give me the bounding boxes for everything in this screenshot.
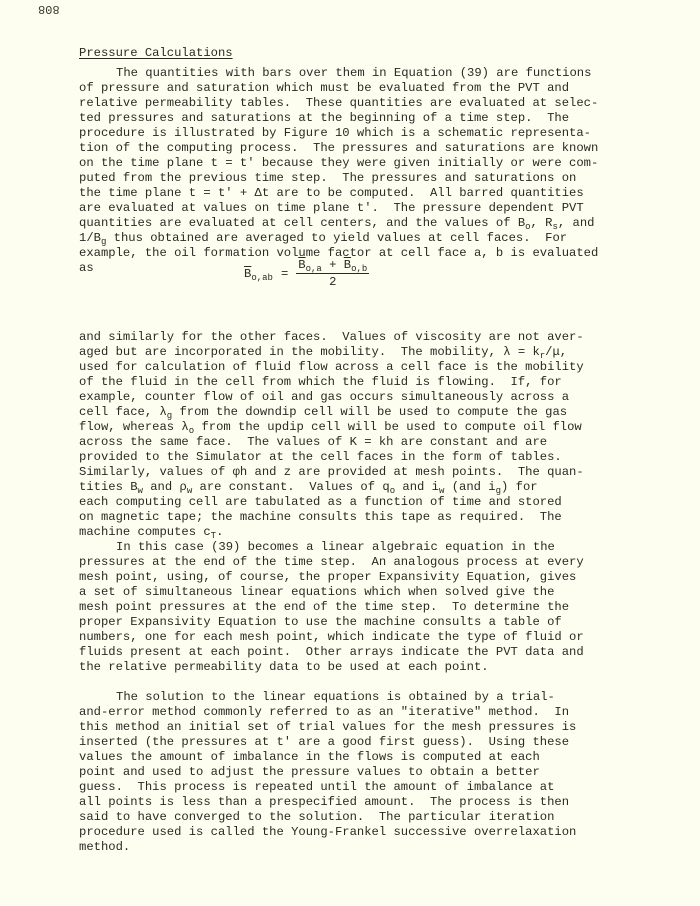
text-line: In this case (39) becomes a linear algebraic equation in the [116,540,555,554]
plus-sign: + [321,258,344,272]
text-line: pressures at the end of the time step. An analogous process at every [79,555,584,569]
text-segment: are constant. Values of q [192,480,390,494]
text-line: fluids present at each point. Other arrays indicate the PVT data and [79,645,584,659]
subscript: w [137,486,143,496]
page-number: 808 [38,2,60,16]
section-title: Pressure Calculations [79,46,233,60]
equation-lhs [244,267,273,281]
subscript: o,a [305,264,322,274]
subscript: o [525,222,531,232]
text-line-quantities [79,480,619,495]
text-line-ct [79,525,619,540]
subscript: s [552,222,558,232]
denominator: 2 [329,275,337,289]
text-line: procedure is illustrated by Figure 10 which is a schematic representa- [79,126,591,140]
text-line-bo-rs [79,216,619,231]
subscript: r [539,351,546,361]
text-segment: (and i [444,480,496,494]
text-line: inserted (the pressures at t' are a good first guess). Using these [79,735,570,749]
text-line-lambda-g [79,405,619,420]
subscript: o [389,486,396,496]
text-line: all points is less than a prespecified amount. The process is then [79,795,570,809]
text-line: said to have converged to the solution. The particular iteration [79,810,555,824]
text-line: across the same face. The values of K = kh are constant and are [79,435,548,449]
text-segment: 1/B [79,231,101,245]
text-line-bg [79,231,619,246]
text-segment: . [216,525,224,539]
equals-sign: = [280,266,289,281]
paragraph-iterative-solution [79,690,619,855]
subscript: T [210,531,217,541]
text-line: on the time plane t = t' because they were given initially or were com- [79,156,599,170]
text-line: are evaluated at values on time plane t'. The pressure dependent PVT [79,201,584,215]
barred-symbol: $\overline{B}$ [244,266,252,281]
text-segment: , and [557,216,595,230]
text-segment: from the downdip cell will be used to compute the gas [172,405,568,419]
text-line: on magnetic tape; the machine consults this tape as required. The [79,510,562,524]
text-segment: flow, whereas λ [79,420,189,434]
text-segment: tities B [79,480,138,494]
text-line: proper Expansivity Equation to use the machine consults a table of [79,615,562,629]
text-line: puted from the previous time step. The pressures and saturations on [79,171,577,185]
subscript: g [166,411,173,421]
text-line: mesh point, using, of course, the proper Expansivity Equation, gives [79,570,577,584]
text-line: relative permeability tables. These quantities are evaluated at selec- [79,96,599,110]
text-segment: quantities are evaluated at cell centers, and the values of B [79,216,526,230]
text-segment: aged but are incorporated in the mobility. The mobility, λ = k [79,345,540,359]
text-segment: /μ, [545,345,568,359]
text-line-lambda-o [79,420,619,435]
subscript: w [186,486,193,496]
text-line: numbers, one for each mesh point, which indicate the type of fluid or [79,630,584,644]
text-segment: , R [530,216,553,230]
text-line: the relative permeability data to be used at each point. [79,660,489,674]
text-line: procedure used is called the Young-Frankel successive overrelaxation [79,825,577,839]
text-segment: ) for [501,480,538,494]
text-line: and similarly for the other faces. Values of viscosity are not aver- [79,330,584,344]
text-line: and-error method commonly referred to as an "iterative" method. In [79,705,570,719]
text-line: example, the oil formation volume factor at cell face a, b is evaluated [79,246,599,260]
text-segment: cell face, λ [79,405,167,419]
text-line: tion of the computing process. The pressures and saturations are known [79,141,599,155]
text-line: Similarly, values of φh and z are provided at mesh points. The quan- [79,465,584,479]
text-segment: thus obtained are averaged to yield values at cell faces. For [106,231,568,245]
paragraph-mobility [79,330,619,540]
text-segment: from the updip cell will be used to compute oil flow [194,420,582,434]
subscript: w [439,486,445,496]
text-line: provided to the Simulator at the cell faces in the form of tables. [79,450,562,464]
text-line: example, counter flow of oil and gas occurs simultaneously across a [79,390,570,404]
text-line: values the amount of imbalance in the flows is computed at each [79,750,540,764]
subscript: g [100,237,107,247]
text-line: as [79,261,94,275]
text-line: each computing cell are tabulated as a function of time and stored [79,495,562,509]
text-segment: and i [395,480,439,494]
text-line: The solution to the linear equations is obtained by a trial- [116,690,555,704]
text-segment: and ρ [142,480,187,494]
text-line: the time plane t = t' + Δt are to be computed. All barred quantities [79,186,584,200]
text-line: The quantities with bars over them in Equation (39) are functions [116,66,592,80]
text-line: this method an initial set of trial values for the mesh pressures is [79,720,577,734]
barred-symbol: $\overline{B}$ [343,258,352,272]
text-segment: machine computes c [79,525,211,539]
equation-bo-average [244,258,369,289]
text-line-mobility [79,345,619,360]
text-line: of pressure and saturation which must be evaluated from the PVT and [79,81,570,95]
text-line: ted pressures and saturations at the beginning of a time step. The [79,111,570,125]
text-line: of the fluid in the cell from which the fluid is flowing. If, for [79,375,562,389]
text-line: used for calculation of fluid flow across a cell face is the mobility [79,360,584,374]
numerator [296,258,369,274]
subscript: g [495,486,502,496]
barred-symbol: $\overline{B}$ [298,258,306,272]
subscript: o [188,426,195,436]
paragraph-linear-equation [79,540,619,675]
text-line: a set of simultaneous linear equations which when solved give the [79,585,555,599]
paragraph-pressure-intro [79,66,619,276]
text-line: mesh point pressures at the end of the time step. To determine the [79,600,570,614]
text-line: point and used to adjust the pressure values to obtain a better [79,765,540,779]
text-line: method. [79,840,131,854]
text-line: guess. This process is repeated until the amount of imbalance at [79,780,555,794]
subscript: o,ab [251,272,273,283]
fraction [296,258,369,289]
subscript: o,b [351,264,368,274]
